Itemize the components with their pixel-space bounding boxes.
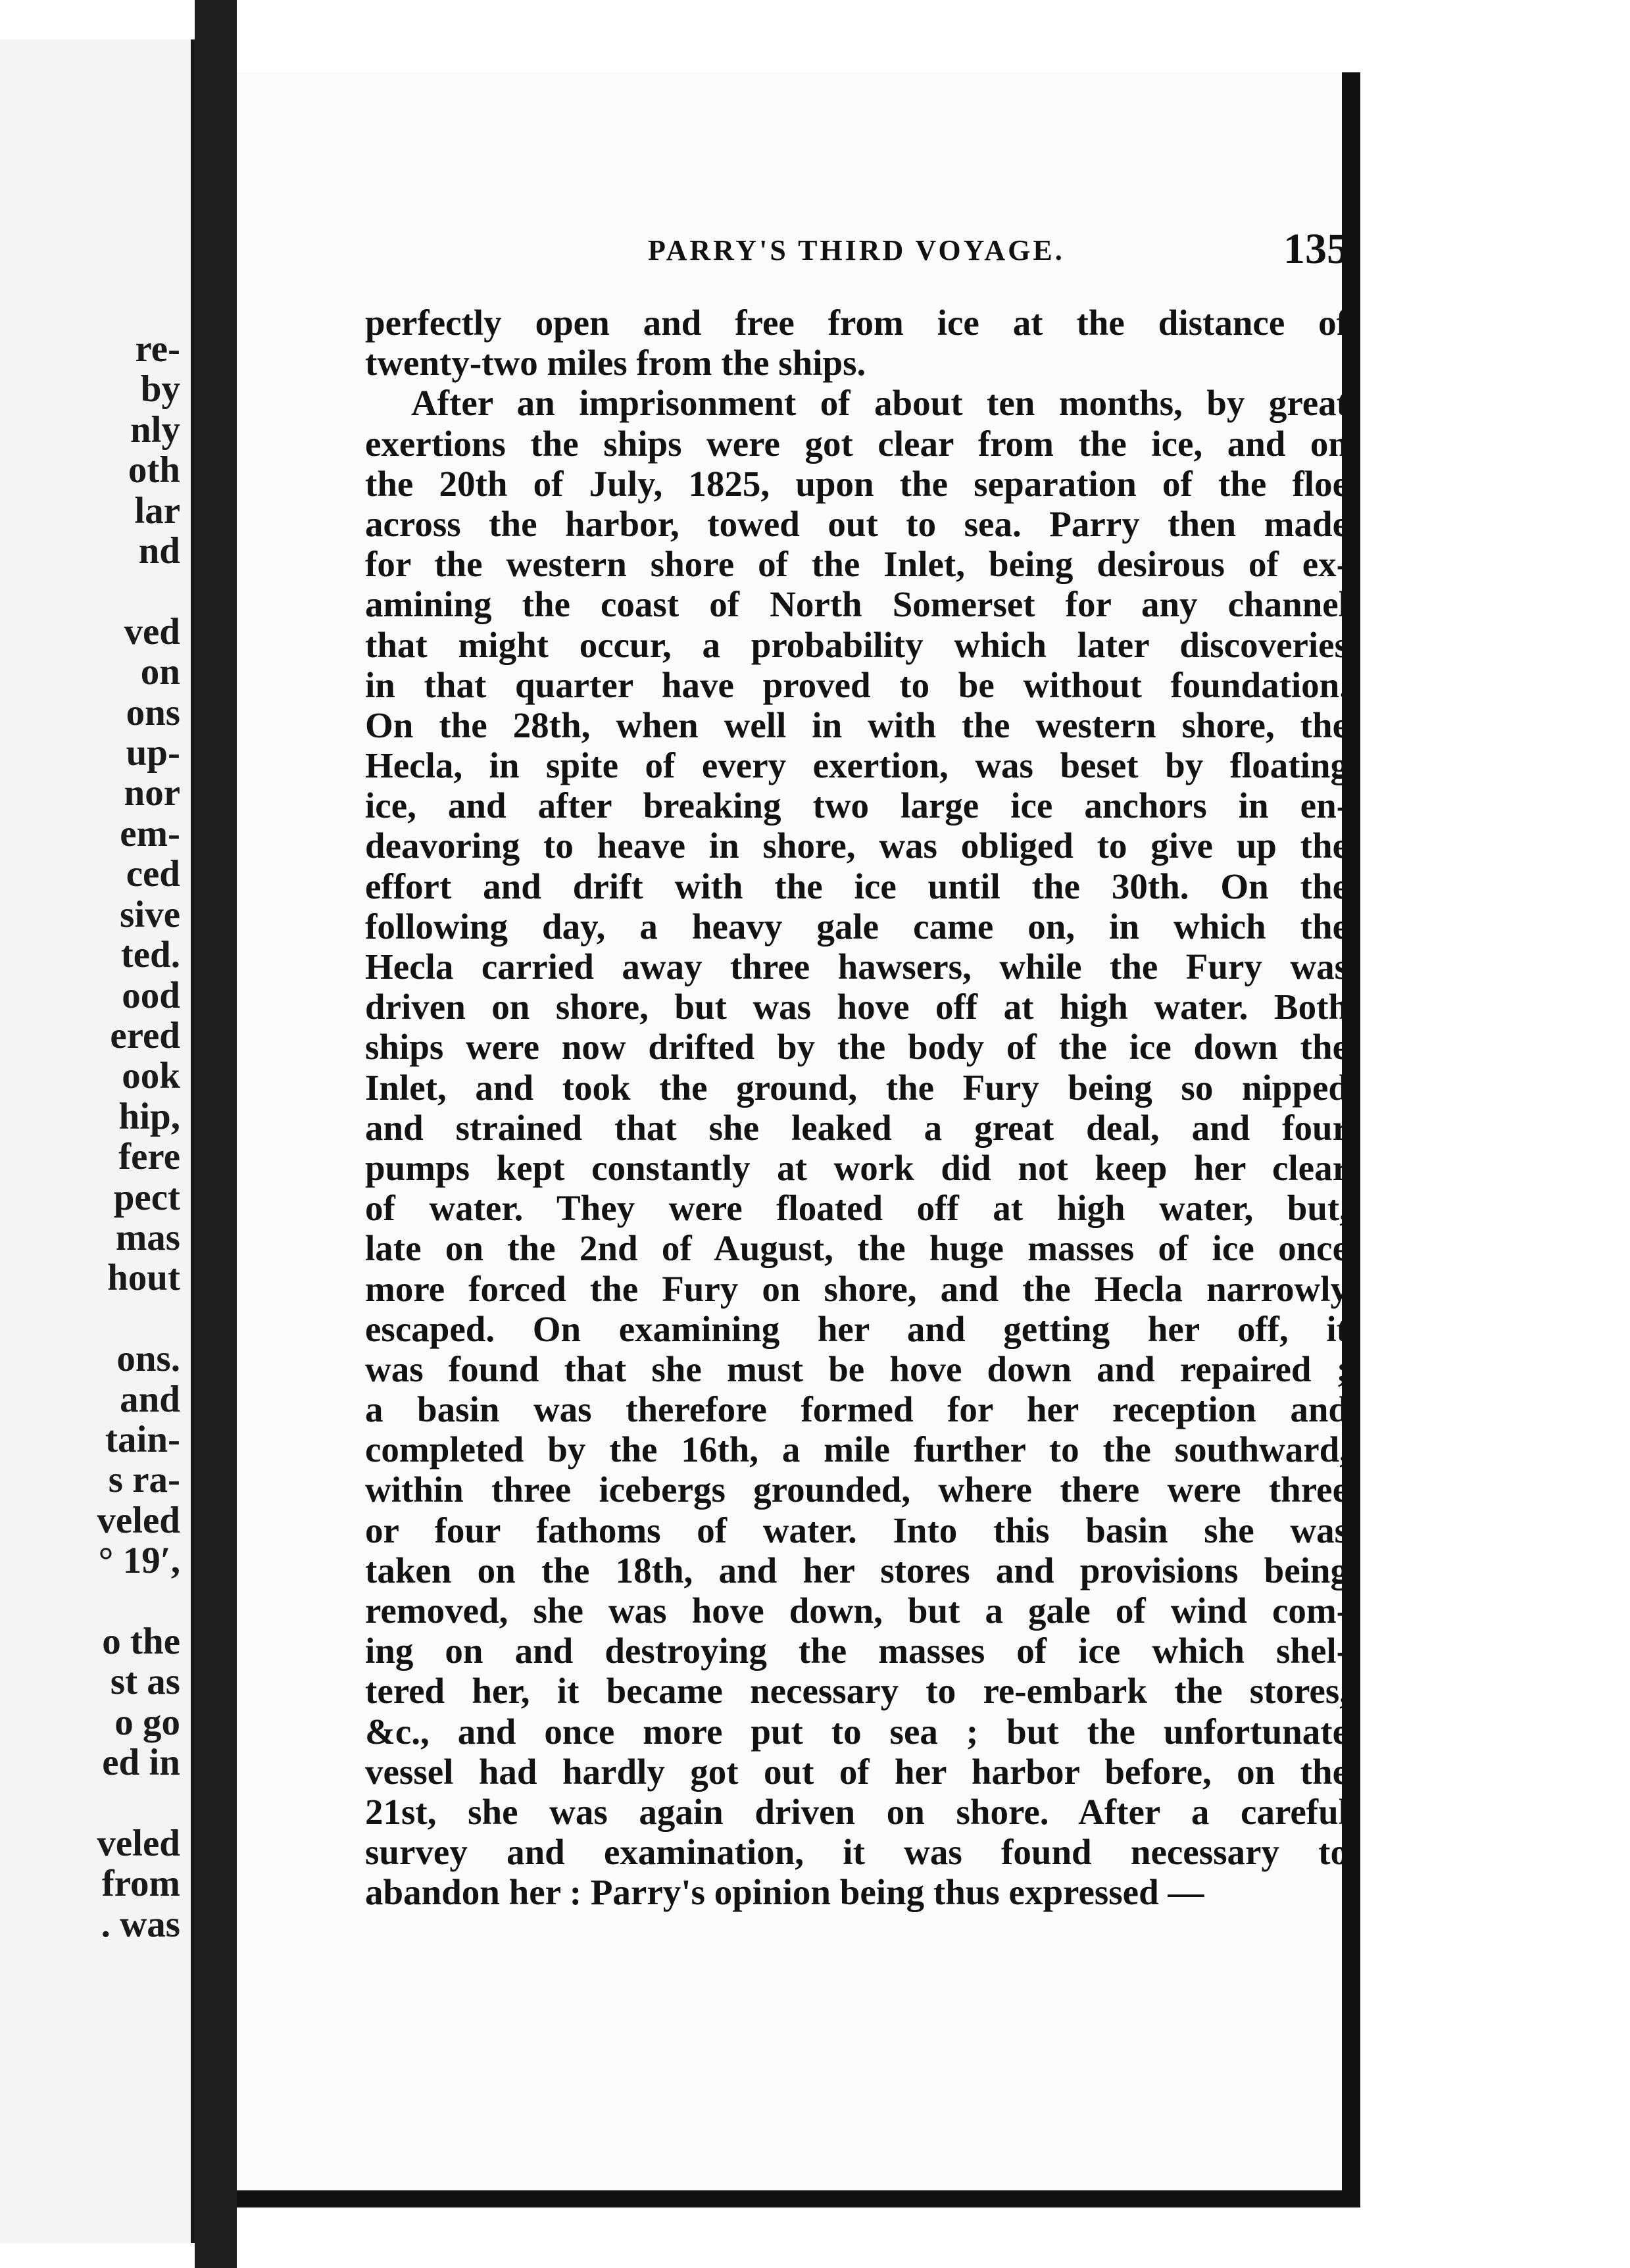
facing-fragment: ted. bbox=[120, 934, 180, 976]
text-line: the 20th of July, 1825, upon the separation of the floe bbox=[365, 463, 1348, 504]
facing-fragment: ered bbox=[110, 1014, 180, 1056]
facing-fragment: tain- bbox=[105, 1418, 180, 1460]
facing-fragment: o the bbox=[102, 1621, 180, 1662]
text-line: Inlet, and took the ground, the Fury being so nipped bbox=[365, 1067, 1348, 1108]
text-line: more forced the Fury on shore, and the Hecla narrowly bbox=[365, 1268, 1348, 1309]
facing-fragment: lar bbox=[134, 489, 180, 531]
text-line: in that quarter have proved to be without foundation. bbox=[365, 664, 1348, 705]
facing-fragment: from bbox=[101, 1863, 180, 1905]
text-line: or four fathoms of water. Into this basin she was bbox=[365, 1510, 1348, 1550]
text-line: pumps kept constantly at work did not keep her clear bbox=[365, 1147, 1348, 1188]
facing-fragment: oth bbox=[128, 449, 180, 491]
text-line: and strained that she leaked a great deal, and four bbox=[365, 1107, 1348, 1148]
text-line: amining the coast of North Somerset for any channel bbox=[365, 584, 1348, 625]
text-line: abandon her : Parry's opinion being thus expressed — bbox=[365, 1872, 1204, 1913]
facing-fragment: ced bbox=[126, 853, 180, 895]
text-line: ships were now drifted by the body of the ice down the bbox=[365, 1027, 1348, 1068]
page-number: 135 bbox=[1283, 225, 1348, 273]
text-line: taken on the 18th, and her stores and provisions being bbox=[365, 1550, 1348, 1590]
text-line: ing on and destroying the masses of ice which shel- bbox=[365, 1631, 1348, 1671]
text-line: After an imprisonment of about ten months, by great bbox=[411, 383, 1348, 424]
text-line: effort and drift with the ice until the 30th. On the bbox=[365, 866, 1348, 906]
facing-fragment: ook bbox=[122, 1055, 180, 1097]
facing-fragment: s ra- bbox=[108, 1459, 180, 1501]
text-line: completed by the 16th, a mile further to the southward, bbox=[365, 1429, 1348, 1470]
text-line: &c., and once more put to sea ; but the unfortunate bbox=[365, 1711, 1348, 1752]
facing-fragment: em- bbox=[120, 812, 180, 854]
facing-fragment: mas bbox=[115, 1216, 180, 1258]
facing-fragment: veled bbox=[97, 1499, 180, 1541]
text-line: Hecla, in spite of every exertion, was beset by floating bbox=[365, 745, 1348, 786]
facing-page bbox=[0, 39, 195, 2243]
facing-fragment: ed in bbox=[102, 1742, 180, 1784]
text-line: of water. They were floated off at high water, but, bbox=[365, 1188, 1348, 1229]
text-line: was found that she must be hove down and repaired ; bbox=[365, 1348, 1348, 1389]
text-line: a basin was therefore formed for her reception and bbox=[365, 1389, 1348, 1430]
text-line: exertions the ships were got clear from the ice, and on bbox=[365, 423, 1348, 464]
text-line: removed, she was hove down, but a gale of wind com- bbox=[365, 1590, 1348, 1631]
text-line: twenty-two miles from the ships. bbox=[365, 343, 866, 383]
facing-fragment: re- bbox=[135, 328, 180, 370]
text-line: for the western shore of the Inlet, being desirous of ex- bbox=[365, 544, 1348, 585]
running-head-title: PARRY'S THIRD VOYAGE. bbox=[648, 234, 1065, 266]
text-line: deavoring to heave in shore, was obliged to give up the bbox=[365, 826, 1348, 866]
facing-page-text-fragments bbox=[97, 329, 180, 1944]
running-head bbox=[365, 225, 1348, 280]
facing-fragment: ved bbox=[124, 610, 180, 653]
facing-fragment bbox=[97, 1783, 180, 1823]
facing-fragment: st as bbox=[110, 1661, 180, 1703]
text-line: that might occur, a probability which later discoveries bbox=[365, 624, 1348, 665]
facing-fragment: on bbox=[140, 651, 180, 693]
facing-fragment: veled bbox=[97, 1823, 180, 1865]
text-line: across the harbor, towed out to sea. Parry then made bbox=[365, 503, 1348, 544]
facing-fragment: o go bbox=[114, 1701, 180, 1743]
book-gutter bbox=[195, 0, 237, 2268]
facing-fragment: and bbox=[120, 1378, 180, 1420]
facing-fragment bbox=[97, 1298, 180, 1339]
facing-fragment: ° 19′, bbox=[98, 1540, 180, 1582]
text-line: escaped. On examining her and getting her off, it bbox=[365, 1308, 1348, 1349]
facing-fragment: hout bbox=[107, 1257, 180, 1299]
facing-fragment: sive bbox=[120, 893, 180, 935]
text-line: within three icebergs grounded, where there were three bbox=[365, 1469, 1348, 1510]
facing-fragment: . was bbox=[101, 1903, 180, 1945]
text-line: late on the 2nd of August, the huge masses of ice once bbox=[365, 1228, 1348, 1269]
body-text bbox=[365, 303, 1348, 1913]
facing-fragment: pect bbox=[113, 1176, 180, 1218]
text-line: vessel had hardly got out of her harbor before, on the bbox=[365, 1751, 1348, 1792]
facing-fragment: nor bbox=[124, 772, 180, 814]
facing-fragment: by bbox=[140, 368, 180, 410]
facing-fragment: ood bbox=[122, 974, 180, 1016]
facing-fragment bbox=[97, 1581, 180, 1621]
facing-fragment: nd bbox=[138, 530, 180, 572]
facing-fragment: nly bbox=[130, 408, 180, 451]
text-line: following day, a heavy gale came on, in which the bbox=[365, 906, 1348, 947]
facing-fragment: fere bbox=[118, 1136, 180, 1178]
text-line: perfectly open and free from ice at the distance of bbox=[365, 303, 1348, 343]
text-line: tered her, it became necessary to re-embark the stores, bbox=[365, 1671, 1348, 1712]
text-line: driven on shore, but was hove off at high water. Both bbox=[365, 987, 1348, 1027]
facing-fragment bbox=[97, 571, 180, 611]
text-line: Hecla carried away three hawsers, while the Fury was bbox=[365, 947, 1348, 987]
facing-fragment: hip, bbox=[118, 1095, 180, 1137]
text-line: 21st, she was again driven on shore. After a careful bbox=[365, 1791, 1348, 1832]
text-line: ice, and after breaking two large ice anchors in en- bbox=[365, 785, 1348, 826]
text-line: On the 28th, when well in with the western shore, the bbox=[365, 704, 1348, 745]
facing-fragment: ons bbox=[126, 691, 180, 733]
facing-fragment: up- bbox=[126, 732, 180, 774]
text-line: survey and examination, it was found necessary to bbox=[365, 1832, 1348, 1873]
facing-fragment: ons. bbox=[116, 1338, 180, 1380]
